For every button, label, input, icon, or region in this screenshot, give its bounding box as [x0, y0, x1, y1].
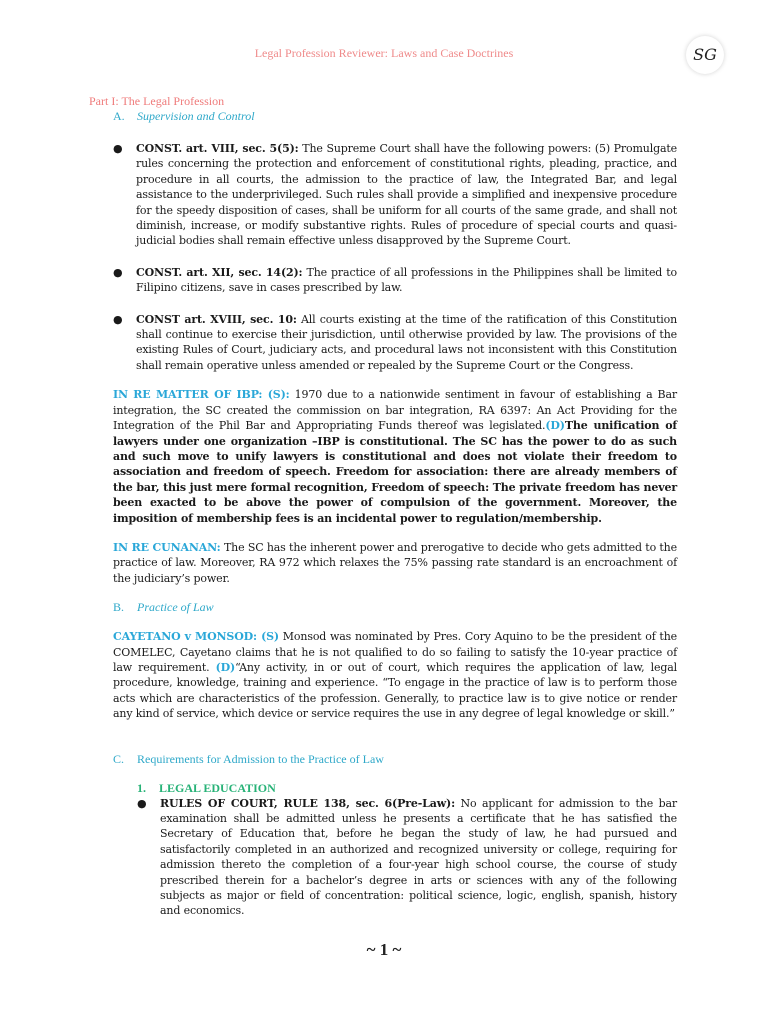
bullet-icon: ● [113, 312, 123, 326]
section-b-heading: B. Practice of Law [113, 600, 214, 615]
bullet-icon: ● [137, 796, 147, 810]
legal-education-block [113, 781, 677, 919]
section-a-heading: A. Supervision and Control [113, 109, 255, 123]
page-number: ~ 1 ~ [366, 940, 402, 959]
part-title: Part I: The Legal Profession [89, 94, 225, 108]
case-cunanan: IN RE CUNANAN: The SC has the inherent power and prerogative to decide who gets admitted to the practice of law. Moreover, RA 972 which relaxes the 75% passing rate standard is an encroachment of the judiciary’s power. [113, 540, 677, 585]
page-header: Legal Profession Reviewer: Laws and Case Doctrines [254, 46, 514, 60]
bullet-rule-138: ● RULES OF COURT, RULE 138, sec. 6(Pre-Law): No applicant for admission to the bar examination shall be admitted unless he presents a certificate that he has satisfied the Secretary of Education that, before he began the study of law, he had pursued and satisfactorily completed in an authorized and recognized university or college, requiring for admission thereto the completion of a four-year high school course, the course of study prescribed therein for a bachelor’s degree in arts or sciences with any of the following subjects as major or field of concentration: political science, logic, english, spanish, history and economics. [137, 796, 678, 918]
bullet-const-art-viii: ● CONST. art. VIII, sec. 5(5): The Supreme Court shall have the following powers: (5) Promulgate rules concerning the protection and enforcement of constitutional rights, pleading, practice, and procedure in all courts, the admission to the practice of law, the Integrated Bar, and legal assistance to the underprivileged. Such rules shall provide a simplified and inexpensive procedure for the speedy disposition of cases, shall be uniform for all courts of the same grade, and shall not diminish, increase, or modify substantive rights. Rules of procedure of special courts and quasi-judicial bodies shall remain effective unless disapproved by the Supreme Court. [113, 142, 677, 248]
bullet-const-art-xii: ● CONST. art. XII, sec. 14(2): The practice of all professions in the Philippines shall be limited to Filipino citizens, save in cases prescribed by law. [113, 265, 677, 295]
case-cayetano: CAYETANO v MONSOD: (S) Monsod was nominated by Pres. Cory Aquino to be the president of the COMELEC, Cayetano claims that he is not qualified to do so failing to satisfy the 10-year practice of law requirement. (D)“Any activity, in or out of court, which requires the application of law, legal procedure, knowledge, training and experience. “To engage in the practice of law is to perform those acts which are characteristics of the profession. Generally, to practice law is to give notice or render any kind of service, which device or service requires the use in any degree of legal knowledge or skill.” [113, 630, 677, 721]
bullet-icon: ● [113, 142, 123, 155]
case-ibp: IN RE MATTER OF IBP: (S): 1970 due to a nationwide sentiment in favour of establishing a Bar integration, the SC created the commission on bar integration, RA 6397: An Act Providing for the Integration of the Phil Bar and Appropriating Funds thereof was legislated.(D)The unification of lawyers under one organization –IBP is constitutional. The SC has the power to do as such and such move to unify lawyers is constitutional and does not violate their freedom to association and freedom of speech. Freedom for association: there are already members of the bar, this just mere formal recognition, Freedom of speech: The private freedom has never been exacted to be above the power of compulsion of the government. Moreover, the imposition of membership fees is an incidental power to regulation/membership. [113, 388, 678, 525]
sg-logo: SG [686, 36, 724, 74]
bullet-const-art-xviii: ● CONST art. XVIII, sec. 10: All courts existing at the time of the ratification of this Constitution shall continue to exercise their jurisdiction, until otherwise provided by law. The provisions of the existing Rules of Court, judiciary acts, and procedural laws not inconsistent with this Constitution shall remain operative unless amended or repealed by the Supreme Court or the Congress. [113, 312, 677, 372]
legal-education-heading: 1. LEGAL EDUCATION [137, 780, 276, 795]
section-c-heading: C. Requirements for Admission to the Practice of Law [113, 751, 384, 766]
main-content [113, 94, 677, 919]
bullet-icon: ● [113, 265, 123, 279]
